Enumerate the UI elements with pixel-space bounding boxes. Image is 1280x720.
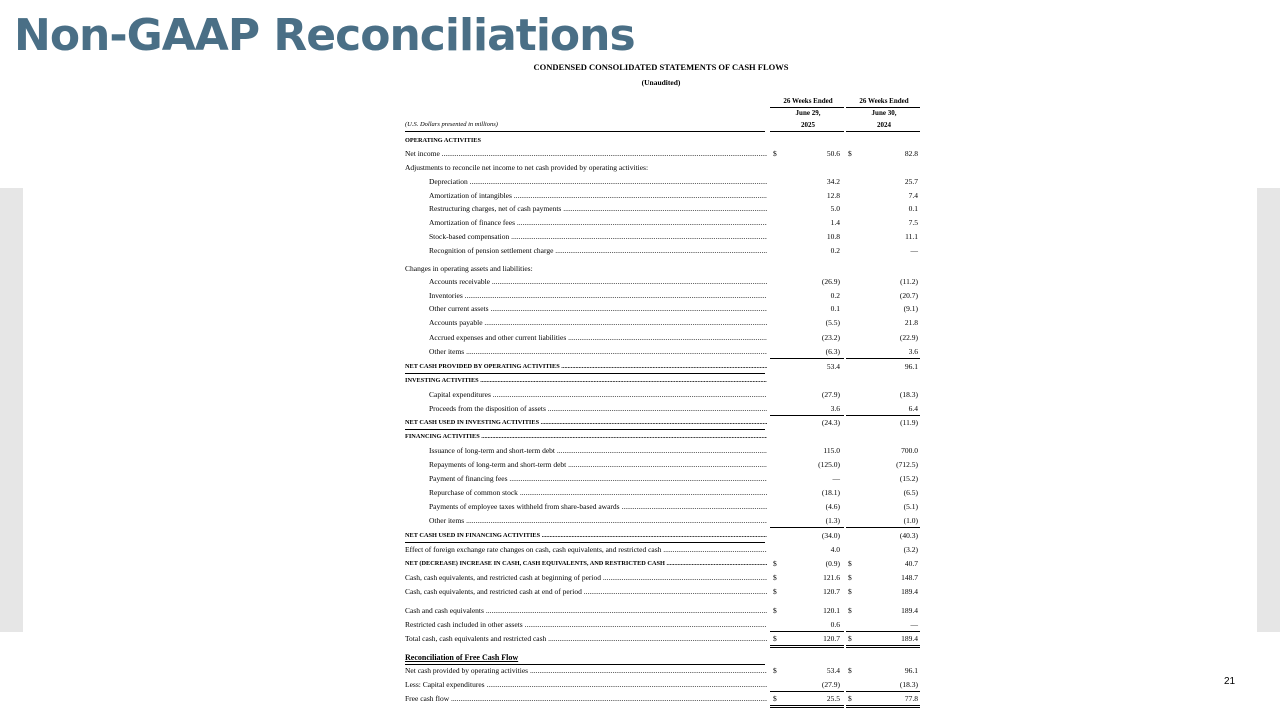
row-label: Repurchase of common stock ..... — [429, 486, 767, 499]
row-label: Cash and cash equivalents ..... — [405, 604, 767, 617]
col1-value: (24.3) — [821, 418, 840, 427]
header-rule-col1 — [770, 131, 844, 132]
row-label: NET (DECREASE) INCREASE IN CASH, CASH EQUIVALENTS, AND RESTRICTED CASH ..... — [405, 557, 767, 570]
table-row — [405, 316, 921, 329]
table-row — [405, 692, 921, 705]
col1-value: 120.1 — [823, 606, 840, 615]
col2-value: 189.4 — [901, 606, 918, 615]
header-rule-label — [405, 131, 765, 132]
col1-value: 53.4 — [826, 666, 840, 675]
row-label: Accounts payable ..... — [429, 316, 767, 329]
table-row — [405, 618, 921, 631]
col1-currency: $ — [773, 573, 777, 582]
row-label: Changes in operating assets and liabilities: — [405, 264, 533, 273]
table-row — [405, 202, 921, 215]
header-rule-col2 — [846, 131, 920, 132]
total-double-rule — [770, 705, 844, 708]
col1-currency: $ — [773, 634, 777, 643]
col1-date-header: June 29, — [795, 109, 821, 117]
row-label: Net cash provided by operating activities ..... — [405, 664, 767, 677]
table-row — [405, 244, 921, 257]
row-label: Cash, cash equivalents, and restricted cash at end of period ..... — [405, 585, 767, 598]
table-row — [405, 147, 921, 160]
col2-date-header: June 30, — [871, 109, 897, 117]
col2-currency: $ — [848, 634, 852, 643]
row-label: Inventories ..... — [429, 289, 767, 302]
row-label: Net income ..... — [405, 147, 767, 160]
col2-value: 82.8 — [904, 149, 918, 158]
col1-value: 0.6 — [830, 620, 840, 629]
table-row — [405, 678, 921, 691]
table-row — [405, 664, 921, 677]
col2-value: (18.3) — [899, 680, 918, 689]
col1-value: 0.1 — [830, 304, 840, 313]
col1-value: (18.1) — [821, 488, 840, 497]
col1-value: 0.2 — [830, 246, 840, 255]
row-label: Accounts receivable ..... — [429, 275, 767, 288]
table-row — [405, 458, 921, 471]
col2-value: (18.3) — [899, 390, 918, 399]
col2-value: 3.6 — [908, 347, 918, 356]
col1-value: 4.0 — [830, 545, 840, 554]
col2-currency: $ — [848, 666, 852, 675]
row-label: Other current assets ..... — [429, 302, 767, 315]
table-row — [405, 486, 921, 499]
table-row — [405, 604, 921, 617]
col2-currency: $ — [848, 587, 852, 596]
row-label: Cash, cash equivalents, and restricted cash at beginning of period ..... — [405, 571, 767, 584]
table-row — [405, 514, 921, 527]
row-label: Effect of foreign exchange rate changes on cash, cash equivalents, and restricted cash ..... — [405, 543, 767, 556]
total-double-rule — [770, 645, 844, 648]
table-row — [405, 189, 921, 202]
table-row — [405, 289, 921, 302]
col2-value: 21.8 — [904, 318, 918, 327]
col1-header-rule — [770, 107, 844, 108]
statement-subtitle: (Unaudited) — [641, 78, 681, 87]
left-gray-band — [0, 188, 23, 632]
table-row — [405, 331, 921, 344]
page-number: 21 — [1224, 676, 1236, 687]
row-label: NET CASH USED IN INVESTING ACTIVITIES ..... — [405, 416, 767, 429]
col2-value: 189.4 — [901, 634, 918, 643]
subtotal-rule — [770, 358, 844, 359]
row-label: Restructuring charges, net of cash payments ..... — [429, 202, 767, 215]
table-row — [405, 472, 921, 485]
col2-value: 77.8 — [904, 694, 918, 703]
table-row — [405, 651, 921, 664]
row-label: OPERATING ACTIVITIES — [405, 137, 481, 144]
row-label: Other items ..... — [429, 345, 767, 358]
row-label: Issuance of long-term and short-term debt ..... — [429, 444, 767, 457]
table-row — [405, 571, 921, 584]
table-row — [405, 275, 921, 288]
row-label: Repayments of long-term and short-term debt ..... — [429, 458, 767, 471]
col1-value: 34.2 — [826, 177, 840, 186]
row-label: Reconciliation of Free Cash Flow — [405, 653, 519, 662]
row-label: Recognition of pension settlement charge ..... — [429, 244, 767, 257]
col2-value: (22.9) — [899, 333, 918, 342]
col2-value: (712.5) — [896, 460, 918, 469]
col1-value: (125.0) — [818, 460, 840, 469]
col1-year-header: 2025 — [801, 121, 815, 129]
table-row — [405, 345, 921, 358]
col1-value: 0.2 — [830, 291, 840, 300]
col1-value: 115.0 — [823, 446, 840, 455]
col1-value: 25.5 — [826, 694, 840, 703]
col1-value: (27.9) — [821, 390, 840, 399]
col1-value: (23.2) — [821, 333, 840, 342]
col2-value: (40.3) — [899, 531, 918, 540]
col2-currency: $ — [848, 573, 852, 582]
row-label: INVESTING ACTIVITIES ..... — [405, 374, 767, 387]
row-label: FINANCING ACTIVITIES ..... — [405, 430, 767, 443]
col1-value: 50.6 — [826, 149, 840, 158]
col1-value: (0.9) — [825, 559, 840, 568]
col1-value: (27.9) — [821, 680, 840, 689]
col2-currency: $ — [848, 606, 852, 615]
col2-value: 189.4 — [901, 587, 918, 596]
col1-value: 5.0 — [830, 204, 840, 213]
col1-value: 121.6 — [823, 573, 840, 582]
col2-value: (1.0) — [903, 516, 918, 525]
table-row — [405, 161, 921, 174]
table-row — [405, 216, 921, 229]
col1-currency: $ — [773, 694, 777, 703]
col2-year-header: 2024 — [877, 121, 891, 129]
table-row — [405, 360, 921, 373]
row-label: Payment of financing fees ..... — [429, 472, 767, 485]
col1-value: 1.4 — [830, 218, 840, 227]
col2-value: — — [910, 620, 918, 629]
col1-value: (5.5) — [825, 318, 840, 327]
row-label: Less: Capital expenditures ..... — [405, 678, 767, 691]
col2-value: 0.1 — [908, 204, 918, 213]
table-row — [405, 632, 921, 645]
row-label: Free cash flow ..... — [405, 692, 767, 705]
subtotal-rule — [770, 527, 844, 528]
table-row — [405, 557, 921, 570]
col2-value: 25.7 — [904, 177, 918, 186]
row-label: Depreciation ..... — [429, 175, 767, 188]
col2-value: 40.7 — [904, 559, 918, 568]
col1-period-header: 26 Weeks Ended — [783, 97, 833, 105]
col1-value: 120.7 — [823, 634, 840, 643]
table-row — [405, 302, 921, 315]
col1-currency: $ — [773, 149, 777, 158]
col2-value: (5.1) — [903, 502, 918, 511]
col2-value: (9.1) — [903, 304, 918, 313]
row-label: NET CASH PROVIDED BY OPERATING ACTIVITIES ..... — [405, 360, 767, 373]
table-row — [405, 416, 921, 429]
col2-value: (15.2) — [899, 474, 918, 483]
table-row — [405, 529, 921, 542]
col2-currency: $ — [848, 694, 852, 703]
row-label: Capital expenditures ..... — [429, 388, 767, 401]
row-label: Payments of employee taxes withheld from share-based awards ..... — [429, 500, 767, 513]
table-row — [405, 430, 921, 443]
total-double-rule — [846, 645, 920, 648]
col2-value: (20.7) — [899, 291, 918, 300]
col2-value: (6.5) — [903, 488, 918, 497]
col2-value: (3.2) — [903, 545, 918, 554]
col1-value: 53.4 — [826, 362, 840, 371]
col2-currency: $ — [848, 149, 852, 158]
slide-title: Non-GAAP Reconciliations — [14, 10, 635, 61]
table-row — [405, 134, 921, 147]
table-row — [405, 175, 921, 188]
table-row — [405, 585, 921, 598]
col2-value: 7.4 — [908, 191, 918, 200]
col2-value: 148.7 — [901, 573, 918, 582]
col1-value: 120.7 — [823, 587, 840, 596]
subtotal-rule — [846, 358, 920, 359]
col2-value: (11.9) — [900, 418, 918, 427]
col1-value: — — [832, 474, 840, 483]
col2-period-header: 26 Weeks Ended — [859, 97, 909, 105]
col2-value: — — [910, 246, 918, 255]
table-row — [405, 230, 921, 243]
col1-value: 12.8 — [826, 191, 840, 200]
table-row — [405, 262, 921, 275]
statement-title: CONDENSED CONSOLIDATED STATEMENTS OF CASH FLOWS — [533, 62, 789, 72]
table-row — [405, 444, 921, 457]
row-label: Amortization of intangibles ..... — [429, 189, 767, 202]
col1-value: 10.8 — [826, 232, 840, 241]
table-row — [405, 500, 921, 513]
col1-currency: $ — [773, 606, 777, 615]
row-label: Other items ..... — [429, 514, 767, 527]
row-label: NET CASH USED IN FINANCING ACTIVITIES ..... — [405, 529, 767, 542]
row-label: Amortization of finance fees ..... — [429, 216, 767, 229]
col2-value: 11.1 — [905, 232, 918, 241]
col1-value: (1.3) — [825, 516, 840, 525]
col2-currency: $ — [848, 559, 852, 568]
col1-value: (4.6) — [825, 502, 840, 511]
col2-value: 700.0 — [901, 446, 918, 455]
col2-value: 7.5 — [908, 218, 918, 227]
units-note: (U.S. Dollars presented in millions) — [405, 121, 498, 128]
col2-value: (11.2) — [900, 277, 918, 286]
row-label: Adjustments to reconcile net income to net cash provided by operating activities: — [405, 163, 649, 172]
table-row — [405, 374, 921, 387]
col2-header-rule — [846, 107, 920, 108]
col2-value: 6.4 — [908, 404, 918, 413]
col1-currency: $ — [773, 666, 777, 675]
right-gray-band — [1257, 188, 1280, 632]
row-label: Total cash, cash equivalents and restricted cash ..... — [405, 632, 767, 645]
col1-value: (34.0) — [821, 531, 840, 540]
row-label: Accrued expenses and other current liabilities ..... — [429, 331, 767, 344]
total-double-rule — [846, 705, 920, 708]
col2-value: 96.1 — [904, 666, 918, 675]
col1-value: 3.6 — [830, 404, 840, 413]
col2-value: 96.1 — [904, 362, 918, 371]
col1-value: (26.9) — [821, 277, 840, 286]
col1-currency: $ — [773, 559, 777, 568]
table-row — [405, 388, 921, 401]
table-row — [405, 543, 921, 556]
col1-value: (6.3) — [825, 347, 840, 356]
row-label: Stock-based compensation ..... — [429, 230, 767, 243]
row-label: Proceeds from the disposition of assets ..... — [429, 402, 767, 415]
col1-currency: $ — [773, 587, 777, 596]
table-row — [405, 402, 921, 415]
subtotal-rule — [846, 527, 920, 528]
row-label: Restricted cash included in other assets ..... — [405, 618, 767, 631]
